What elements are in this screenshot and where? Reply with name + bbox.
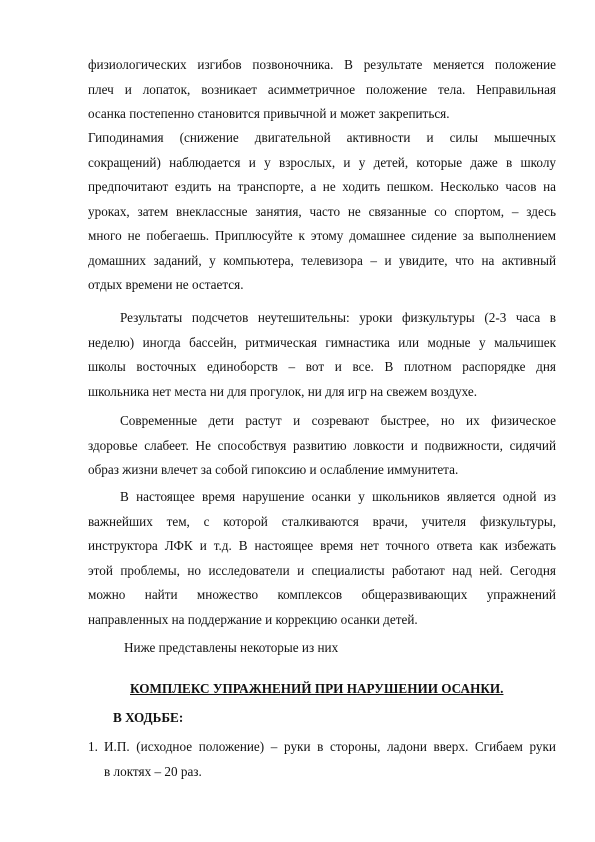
- paragraph-2: [88, 126, 556, 298]
- text-line: предпочитают ездить на транспорте, а не ходить пешком. Несколько часов на: [88, 179, 556, 194]
- text-line: физиологических изгибов позвоночника. В результате меняется положение: [88, 57, 556, 72]
- paragraph-6: [124, 636, 544, 661]
- list-number: 1.: [88, 739, 98, 754]
- paragraph-1: [88, 53, 556, 127]
- text-line: В настоящее время нарушение осанки у школьников является одной из: [120, 489, 556, 504]
- list-item-text: [104, 735, 556, 784]
- text-line: школьника нет места ни для прогулок, ни для игр на свежем воздухе.: [88, 383, 478, 399]
- paragraph-5: [88, 485, 556, 632]
- text-line: Гиподинамия (снижение двигательной активности и силы мышечных: [88, 130, 556, 145]
- text-line: неделю) иногда бассейн, ритмическая гимнастика или модные у мальчишек: [88, 334, 556, 350]
- section-subheading: В ХОДЬБЕ:: [113, 710, 184, 725]
- text-line: образ жизни влечет за собой гипоксию и ослабление иммунитета.: [88, 462, 459, 477]
- text-line: уроках, затем внеклассные занятия, часто не связанные со спортом, – здесь: [88, 203, 556, 219]
- section-heading: КОМПЛЕКС УПРАЖНЕНИЙ ПРИ НАРУШЕНИИ ОСАНКИ.: [130, 681, 504, 696]
- text-line: И.П. (исходное положение) – руки в стороны, ладони вверх. Сгибаем руки: [104, 739, 556, 754]
- text-line: отдых времени не остается.: [88, 277, 244, 292]
- text-line: можно найти множество комплексов общеразвивающих упражнений: [88, 587, 556, 602]
- text-line: осанка постепенно становится привычной и может закрепиться.: [88, 106, 450, 121]
- text-line: домашних заданий, у компьютера, телевизора – и увидите, что на активный: [88, 252, 556, 268]
- text-line: Результаты подсчетов неутешительны: уроки физкультуры (2-3 часа в: [120, 310, 556, 325]
- paragraph-4: [88, 409, 556, 483]
- text-line: этой проблемы, но исследователи и специалисты работают над ней. Сегодня: [88, 562, 556, 578]
- text-line: направленных на поддержание и коррекцию осанки детей.: [88, 611, 418, 627]
- text-line: Ниже представлены некоторые из них: [124, 640, 339, 655]
- text-line: важнейших тем, с которой сталкиваются врачи, учителя физкультуры,: [88, 513, 556, 529]
- text-line: Современные дети растут и созревают быстрее, но их физическое: [120, 413, 556, 428]
- text-line: плеч и лопаток, возникает асимметричное положение тела. Неправильная: [88, 81, 556, 97]
- text-line: в локтях – 20 раз.: [104, 763, 202, 779]
- text-line: сокращений) наблюдается и у взрослых, и у детей, которые даже в школу: [88, 154, 556, 170]
- text-line: инструктора ЛФК и т.д. В настоящее время нет точного ответа как избежать: [88, 538, 556, 553]
- text-line: здоровье слабеет. Не способствуя развитию ловкости и подвижности, сидячий: [88, 437, 556, 453]
- text-line: школы восточных единоборств – вот и все. В плотном распорядке дня: [88, 359, 556, 374]
- paragraph-3: [88, 306, 556, 404]
- text-line: много не побегаешь. Приплюсуйте к этому домашнее сидение за выполнением: [88, 228, 556, 243]
